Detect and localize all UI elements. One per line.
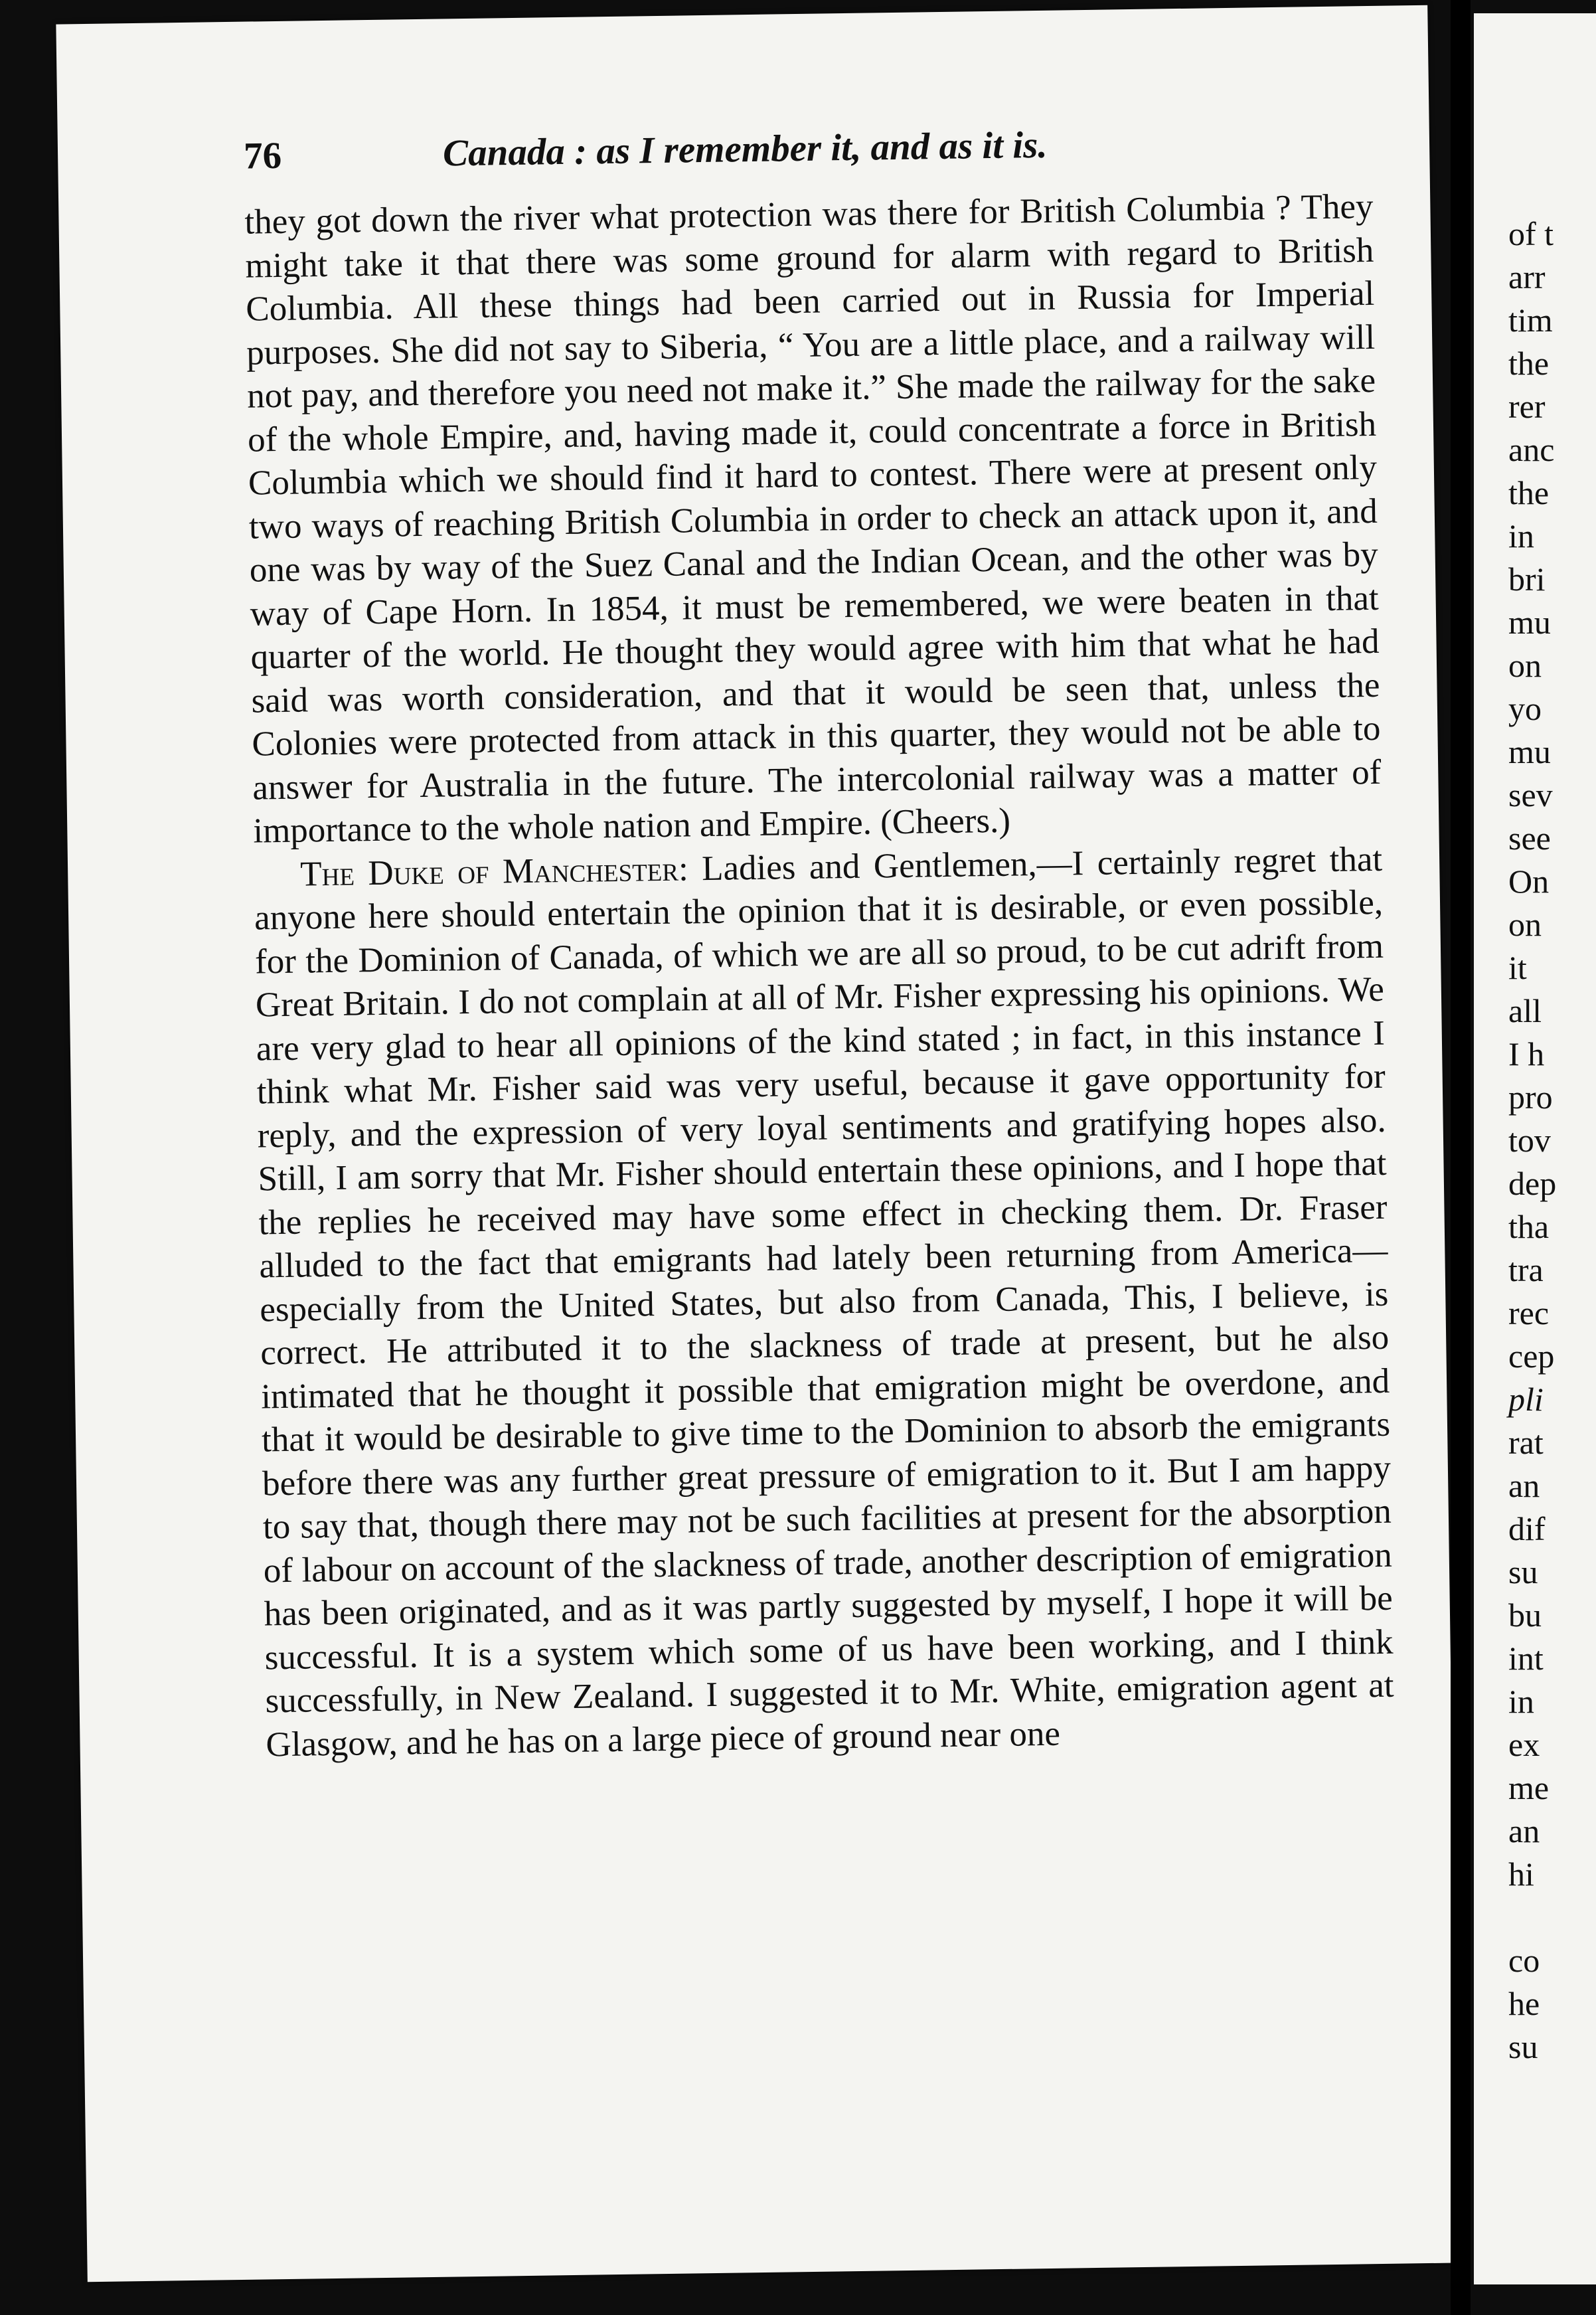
adjacent-line-fragment: me <box>1508 1769 1550 1806</box>
adjacent-line-fragment: of t <box>1508 215 1554 252</box>
adjacent-line-fragment: hi <box>1508 1855 1534 1893</box>
adjacent-line-fragment: dif <box>1508 1510 1546 1547</box>
adjacent-line-fragment: he <box>1508 1985 1540 2022</box>
adjacent-line-fragment: I h <box>1508 1035 1545 1072</box>
adjacent-line-fragment: anc <box>1508 431 1555 468</box>
adjacent-line-fragment: rat <box>1508 1424 1544 1461</box>
adjacent-line-fragment: pro <box>1508 1078 1553 1116</box>
adjacent-page <box>1474 13 1596 2284</box>
body-text <box>244 185 1395 1767</box>
book-gutter <box>1451 0 1471 2315</box>
adjacent-line-fragment: in <box>1508 517 1534 555</box>
adjacent-line-fragment: rec <box>1508 1294 1550 1331</box>
adjacent-line-fragment: in <box>1508 1683 1534 1720</box>
paragraph-2-text: : Ladies and Gentlemen,—I certainly regret that anyone here should entertain the opinion that it is desirable, or even possible, for the Dominion of Canada, of which we are all so proud, to be cut adrift from Great Britain. I do not complain at all of Mr. Fisher expressing his opinions. We are very glad to hear all opinions of the kind stated ; in fact, in this instance I think what Mr. Fisher said was very useful, because it gave opportunity for reply, and the expression of very loyal sentiments and gratifying hopes also. Still, I am sorry that Mr. Fisher should entertain these opinions, and I hope that the replies he received may have some effect in checking them. Dr. Fraser alluded to the fact that emigrants had lately been returning from America—especially from the United States, but also from Canada, This, I believe, is correct. He attributed it to the slackness of trade at present, but he also intimated that he thought it possible that emigration might be overdone, and that it would be desirable to give time to the Dominion to absorb the emigrants before there was any further great pressure of emigration to it. But I am happy to say that, though there may not be such facilities at present for the absorption of labour on account of the slackness of trade, another description of emigration has been originated, and as it was partly suggested by myself, I hope it will be successful. It is a system which some of us have been working, and I think successfully, in New Zealand. I suggested it to Mr. White, emigration agent at Glasgow, and he has on a large piece of ground near one <box>254 839 1394 1764</box>
adjacent-line-fragment: co <box>1508 1942 1540 1979</box>
adjacent-line-fragment: su <box>1508 1553 1538 1590</box>
paragraph-1: they got down the river what protection was there for British Columbia ? They might take it that there was some ground for alarm with regard to British Columbia. All these things had been carried out in Russia for Imperial purposes. She did not say to Siberia, “ You are a little place, and a railway will not pay, and therefore you need not make it.” She made the railway for the sake of the whole Empire, and, having made it, could concentrate a force in British Columbia which we should find it hard to contest. There were at present only two ways of reaching British Columbia in order to check an attack upon it, and one was by way of the Suez Canal and the Indian Ocean, and the other was by way of Cape Horn. In 1854, it must be remembered, we were beaten in that quarter of the world. He thought they would agree with him that what he had said was worth consideration, and that it would be seen that, unless the Colonies were protected from attack in this quarter, they would not be able to answer for Australia in the future. The intercolonial railway was a matter of importance to the whole nation and Empire. (Cheers.) <box>244 187 1382 851</box>
adjacent-line-fragment: it <box>1508 949 1527 986</box>
adjacent-line-fragment: all <box>1508 992 1542 1029</box>
adjacent-line-fragment: dep <box>1508 1165 1557 1202</box>
adjacent-line-fragment: rer <box>1508 388 1546 425</box>
adjacent-line-fragment: the <box>1508 474 1550 511</box>
adjacent-line-fragment: arr <box>1508 258 1546 296</box>
running-head <box>244 121 1240 195</box>
adjacent-line-fragment: On <box>1508 863 1550 900</box>
adjacent-line-fragment: int <box>1508 1640 1544 1677</box>
adjacent-page-text <box>1508 213 1556 2069</box>
running-title: Canada : as I remember it, and as it is. <box>442 124 1048 175</box>
adjacent-line-fragment: see <box>1508 819 1551 857</box>
page-number: 76 <box>243 134 282 177</box>
adjacent-line-fragment: on <box>1508 647 1542 684</box>
adjacent-line-fragment: mu <box>1508 733 1551 770</box>
adjacent-line-fragment: mu <box>1508 604 1551 641</box>
paragraph-2 <box>254 837 1395 1766</box>
adjacent-line-fragment: tra <box>1508 1251 1544 1288</box>
adjacent-line-fragment: su <box>1508 2028 1538 2065</box>
speaker-name: The Duke of Manchester <box>299 849 679 894</box>
adjacent-line-fragment: the <box>1508 345 1550 382</box>
adjacent-line-fragment: yo <box>1508 690 1542 727</box>
book-page <box>56 5 1459 2282</box>
adjacent-line-fragment: an <box>1508 1812 1540 1849</box>
paragraph-gap <box>1508 1896 1556 1939</box>
adjacent-line-fragment: ex <box>1508 1726 1540 1763</box>
adjacent-line-fragment: pli <box>1508 1381 1544 1418</box>
adjacent-line-fragment: sev <box>1508 776 1553 814</box>
adjacent-line-fragment: tov <box>1508 1122 1551 1159</box>
adjacent-line-fragment: on <box>1508 906 1542 943</box>
adjacent-line-fragment: tha <box>1508 1208 1550 1245</box>
adjacent-line-fragment: an <box>1508 1467 1540 1504</box>
adjacent-line-fragment: bri <box>1508 560 1546 598</box>
adjacent-line-fragment: tim <box>1508 301 1553 339</box>
adjacent-line-fragment: cep <box>1508 1337 1555 1375</box>
adjacent-line-fragment: bu <box>1508 1596 1542 1634</box>
